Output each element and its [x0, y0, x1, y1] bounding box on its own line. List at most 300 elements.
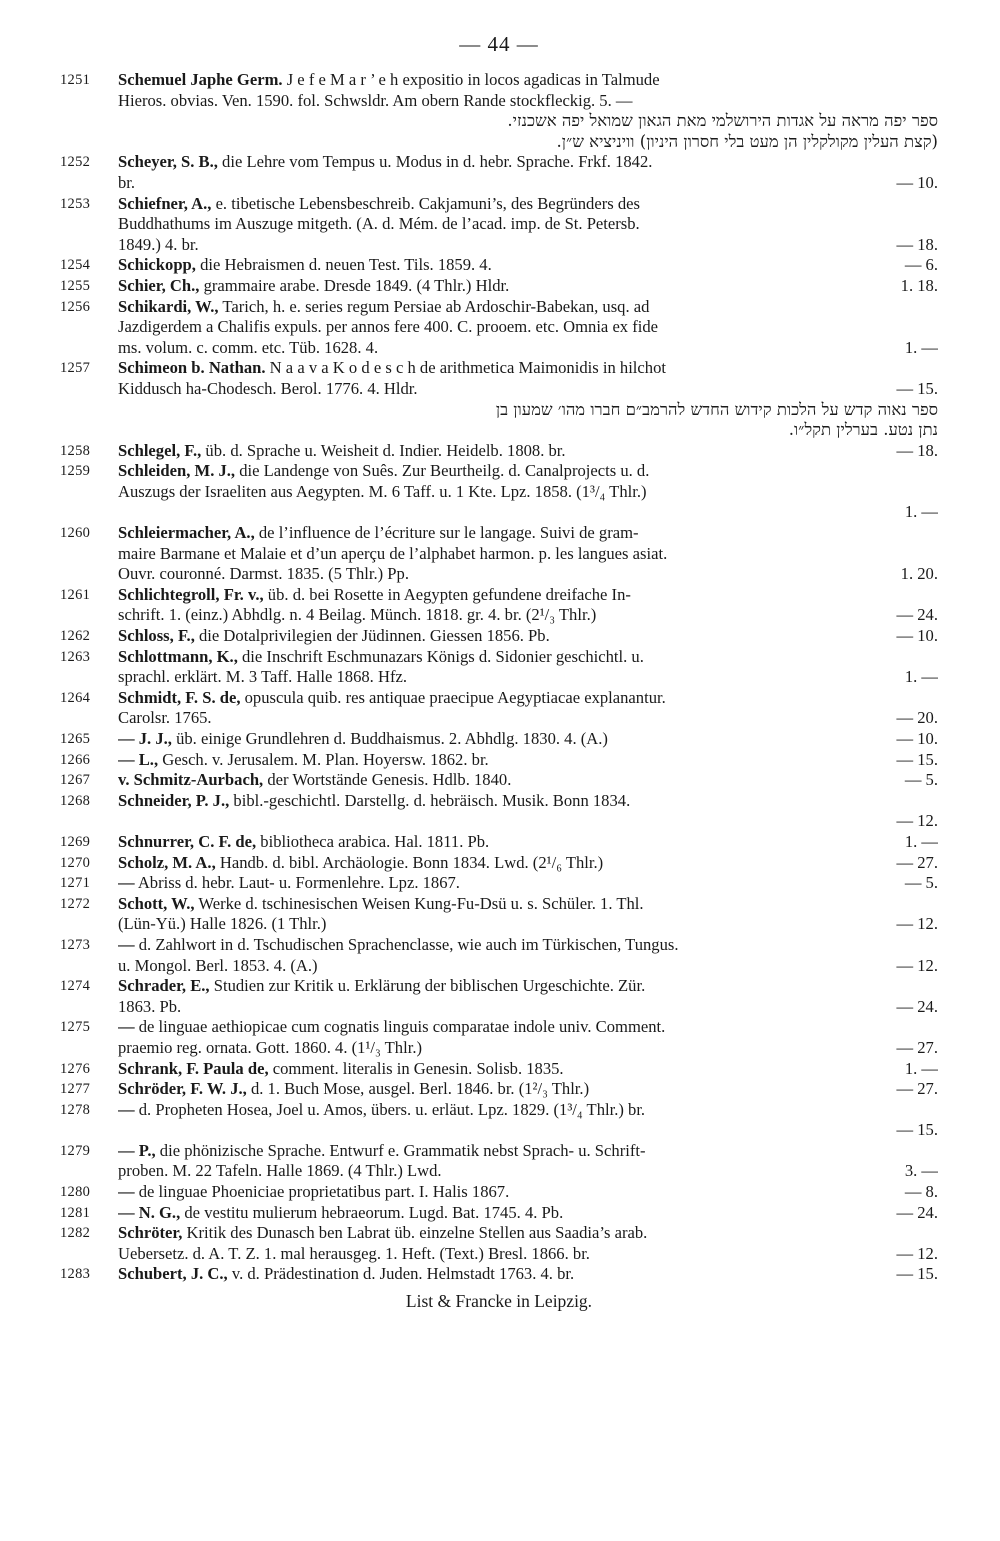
- author-name: Schrank, F. Paula de,: [118, 1058, 269, 1078]
- entry-body: [118, 70, 938, 152]
- title-text: Studien zur Kritik u. Erklärung der biblischen Urgeschichte. Zür.: [209, 976, 646, 996]
- entry-text: [118, 729, 608, 750]
- price-line: — 15.: [896, 1120, 938, 1140]
- entry-line: [118, 1244, 938, 1265]
- entry-number: 1262: [60, 628, 91, 645]
- entry-line: [118, 70, 938, 91]
- entry-body: [118, 358, 938, 440]
- entry-number: 1256: [60, 298, 91, 315]
- entry-line: [118, 1223, 938, 1244]
- entry-body: [118, 194, 938, 256]
- entry-text: [118, 379, 418, 400]
- title-text: 1863. Pb.: [118, 996, 182, 1016]
- entry-number: 1254: [60, 257, 91, 274]
- entry-line: [118, 358, 938, 379]
- price: — 12.: [896, 914, 938, 934]
- entry-text: [118, 1038, 422, 1059]
- title-text: bibl.-geschichtl. Darstellg. d. hebräisch. Musik. Bonn 1834.: [229, 790, 631, 810]
- title-text: die Dotalprivilegien der Jüdinnen. Giessen 1856. Pb.: [194, 626, 550, 646]
- title-text: schrift. 1. (einz.) Abhdlg. n. 4 Beilag. Münch. 1818. gr. 4. br. (2¹/₃ Thlr.): [118, 605, 597, 625]
- title-text: opuscula quib. res antiquae praecipue Aegyptiacae explanantur.: [240, 687, 666, 707]
- entry-body: [118, 276, 938, 297]
- entry-text: [118, 914, 326, 935]
- author-name: —: [118, 1182, 135, 1202]
- author-name: Schickopp,: [118, 255, 196, 275]
- entry-number: 1273: [60, 936, 91, 953]
- price: — 10.: [896, 172, 938, 192]
- entry-text: [118, 1161, 442, 1182]
- title-text: de linguae aethiopicae cum cognatis linguis comparatae indole univ. Comment.: [134, 1017, 666, 1037]
- entry-line: [118, 482, 938, 503]
- entry-body: [118, 894, 938, 935]
- title-text: Kiddusch ha-Chodesch. Berol. 1776. 4. Hldr.: [118, 378, 418, 398]
- entry-text: [118, 791, 630, 810]
- catalog-entry: [60, 461, 938, 523]
- catalog-entry: [60, 1203, 938, 1224]
- title-text: die Inschrift Eschmunazars Königs d. Sidonier geschichtl. u.: [237, 646, 644, 666]
- entry-text: [118, 1059, 564, 1080]
- entry-text: [118, 1079, 589, 1100]
- entry-text: [118, 1244, 590, 1265]
- entry-number: 1266: [60, 751, 91, 768]
- entry-line: [118, 1079, 938, 1100]
- entry-line: [118, 976, 938, 997]
- entry-number: 1278: [60, 1101, 91, 1118]
- entry-line: [118, 667, 938, 688]
- entry-line: [118, 91, 938, 112]
- price: — 6.: [904, 255, 938, 275]
- author-name: Schröder, F. W. J.,: [118, 1079, 247, 1099]
- entry-text: [118, 276, 509, 297]
- entry-number: 1269: [60, 833, 91, 850]
- title-text: d. Propheten Hosea, Joel u. Amos, übers. u. erläut. Lpz. 1829. (1³/₄ Thlr.) br.: [134, 1099, 646, 1119]
- entry-number: 1261: [60, 586, 91, 603]
- catalog-entry: [60, 976, 938, 1017]
- author-name: Scheyer, S. B.,: [118, 152, 218, 172]
- hebrew-title-line: (קצת העלין מקולקלין הן מעט בלי חסרון היניון) וויניציא ש״ן.: [556, 131, 938, 151]
- author-name: Schleiden, M. J.,: [118, 461, 236, 481]
- entry-number: 1259: [60, 463, 91, 480]
- author-name: Schneider, P. J.,: [118, 790, 230, 810]
- title-text: Buddhathums im Auszuge mitgeth. (A. d. Mém. de l’acad. imp. de St. Petersb.: [118, 214, 640, 234]
- entry-body: [118, 626, 938, 647]
- title-text: Tarich, h. e. series regum Persiae ab Ardoschir-Babekan, usq. ad: [218, 296, 650, 316]
- title-text: üb. einige Grundlehren d. Buddhaismus. 2. Abhdlg. 1830. 4. (A.): [171, 729, 608, 748]
- price: — 10.: [896, 626, 938, 646]
- entry-line: [118, 523, 938, 544]
- entry-number: 1265: [60, 731, 91, 747]
- author-name: — J. J.,: [118, 729, 172, 748]
- entry-text: [118, 1182, 509, 1203]
- title-text: de l’influence de l’écriture sur le langage. Suivi de gram-: [254, 523, 639, 543]
- entry-number: 1255: [60, 277, 91, 294]
- entry-text: [118, 214, 640, 233]
- title-text: d. 1. Buch Mose, ausgel. Berl. 1846. br. (1²/₃ Thlr.): [246, 1079, 590, 1099]
- catalog-entries: [60, 70, 938, 1285]
- title-text: sprachl. erklärt. M. 3 Taff. Halle 1868. Hfz.: [118, 667, 407, 687]
- entry-text: [118, 255, 492, 276]
- entry-line: [118, 894, 938, 915]
- entry-number: 1280: [60, 1184, 91, 1201]
- title-text: N a a v a K o d e s c h de arithmetica Maimonidis in hilchot: [265, 358, 666, 378]
- entry-body: [118, 255, 938, 276]
- entry-number: 1257: [60, 360, 91, 377]
- entry-number: 1252: [60, 154, 91, 171]
- entry-line: [118, 1264, 938, 1285]
- entry-body: [118, 152, 938, 193]
- entry-text: [118, 461, 649, 480]
- catalog-entry: [60, 585, 938, 626]
- price: — 20.: [896, 708, 938, 728]
- entry-body: [118, 976, 938, 1017]
- title-text: Hieros. obvias. Ven. 1590. fol. Schwsldr. Am obern Rande stockfleckig. 5. —: [118, 90, 633, 110]
- catalog-entry: [60, 1223, 938, 1264]
- entry-text: [118, 585, 631, 604]
- entry-line: [118, 853, 938, 874]
- author-name: —: [118, 934, 135, 954]
- entry-text: [118, 544, 667, 563]
- author-name: Schlichtegroll, Fr. v.,: [118, 584, 264, 604]
- author-name: —: [118, 873, 135, 893]
- hebrew-title-line: ספר נאוה קדש על הלכות קידוש החדש להרמב״ם חברו מהו׳ שמעון בן: [495, 399, 938, 419]
- entry-text: [118, 750, 489, 771]
- publisher-footer: List & Francke in Leipzig.: [405, 1291, 593, 1312]
- title-text: (Lün-Yü.) Halle 1826. (1 Thlr.): [118, 914, 327, 934]
- entry-text: [118, 935, 678, 954]
- price: — 24.: [896, 996, 938, 1016]
- price: — 5.: [904, 873, 938, 893]
- entry-line: [118, 1161, 938, 1182]
- catalog-entry: [60, 441, 938, 462]
- entry-text: [118, 152, 652, 171]
- entry-number: 1283: [60, 1266, 91, 1283]
- author-name: Schiefner, A.,: [118, 193, 212, 213]
- entry-body: [118, 729, 938, 750]
- entry-line: [118, 214, 938, 235]
- entry-line: [118, 832, 938, 853]
- entry-text: [118, 688, 666, 707]
- title-text: Carolsr. 1765.: [118, 708, 212, 728]
- entry-body: [118, 1079, 938, 1100]
- price: 1. —: [904, 1058, 938, 1078]
- catalog-entry: [60, 832, 938, 853]
- entry-body: [118, 832, 938, 853]
- entry-text: [118, 1203, 563, 1224]
- entry-text: [118, 297, 649, 316]
- price-line: 1. —: [904, 502, 938, 522]
- entry-line: [118, 1182, 938, 1203]
- title-text: der Wortstände Genesis. Hdlb. 1840.: [263, 770, 512, 790]
- entry-text: [118, 997, 181, 1018]
- title-text: de vestitu mulierum hebraeorum. Lugd. Bat. 1745. 4. Pb.: [180, 1202, 564, 1222]
- catalog-entry: [60, 194, 938, 256]
- entry-line: [118, 194, 938, 215]
- author-name: Schmidt, F. S. de,: [118, 687, 241, 707]
- entry-line: [118, 235, 938, 256]
- entry-number: 1276: [60, 1060, 91, 1077]
- entry-line: [118, 1141, 938, 1162]
- entry-text: [118, 194, 640, 213]
- price: — 24.: [896, 605, 938, 625]
- entry-body: [118, 770, 938, 791]
- catalog-entry: [60, 1059, 938, 1080]
- entry-body: [118, 647, 938, 688]
- entry-body: [118, 1264, 938, 1285]
- price: — 24.: [896, 1202, 938, 1222]
- price: 1. —: [904, 831, 938, 851]
- catalog-entry: [60, 770, 938, 791]
- catalog-entry: [60, 853, 938, 874]
- entry-line: [118, 750, 938, 771]
- title-text: bibliotheca arabica. Hal. 1811. Pb.: [256, 831, 490, 851]
- entry-line: [118, 255, 938, 276]
- price: — 27.: [896, 1037, 938, 1057]
- entry-number: 1263: [60, 648, 91, 665]
- entry-text: [118, 235, 199, 256]
- catalog-entry: [60, 70, 938, 152]
- catalog-entry: [60, 688, 938, 729]
- catalog-entry: [60, 1264, 938, 1285]
- catalog-entry: [60, 152, 938, 193]
- entry-text: [118, 976, 645, 995]
- entry-line: [118, 791, 938, 812]
- entry-body: [118, 585, 938, 626]
- entry-line: [118, 605, 938, 626]
- author-name: Schnurrer, C. F. de,: [118, 831, 257, 851]
- price: — 18.: [896, 234, 938, 254]
- catalog-entry: [60, 873, 938, 894]
- title-text: Auszugs der Israeliten aus Aegypten. M. 6 Taff. u. 1 Kte. Lpz. 1858. (1³/₄ Thlr.): [118, 481, 647, 501]
- entry-line: [118, 935, 938, 956]
- entry-text: [118, 91, 633, 110]
- entry-line: [118, 1203, 938, 1224]
- title-text: Kritik des Dunasch ben Labrat üb. einzelne Stellen aus Saadia’s arab.: [182, 1223, 648, 1243]
- title-text: Abriss d. hebr. Laut- u. Formenlehre. Lpz. 1867.: [134, 873, 460, 893]
- entry-body: [118, 1017, 938, 1058]
- catalog-entry: [60, 647, 938, 688]
- price: — 15.: [896, 1264, 938, 1284]
- title-text: J e f e M a r ’ e h expositio in locos agadicas in Talmude: [282, 70, 660, 89]
- entry-line: [118, 338, 938, 359]
- entry-body: [118, 688, 938, 729]
- title-text: die phönizische Sprache. Entwurf e. Grammatik nebst Sprach- u. Schrift-: [155, 1140, 646, 1160]
- entry-line: [118, 317, 938, 338]
- entry-line: [118, 544, 938, 565]
- entry-number: 1251: [60, 72, 91, 88]
- entry-number: 1272: [60, 895, 91, 912]
- entry-text: [118, 647, 644, 666]
- price: — 12.: [896, 1243, 938, 1263]
- entry-text: [118, 708, 212, 729]
- catalog-entry: [60, 255, 938, 276]
- title-text: comment. literalis in Genesin. Solisb. 1835.: [268, 1058, 564, 1078]
- author-name: Schlottmann, K.,: [118, 646, 238, 666]
- catalog-entry: [60, 297, 938, 359]
- author-name: Schleiermacher, A.,: [118, 523, 255, 543]
- entry-text: [118, 482, 647, 501]
- entry-body: [118, 935, 938, 976]
- title-text: üb. d. Sprache u. Weisheit d. Indier. Heidelb. 1808. br.: [201, 440, 566, 460]
- entry-line: [118, 729, 938, 750]
- catalog-entry: [60, 1100, 938, 1141]
- entry-text: [118, 873, 460, 894]
- entry-text: [118, 70, 660, 89]
- catalog-entry: [60, 276, 938, 297]
- title-text: Werke d. tschinesischen Weisen Kung-Fu-Dsü u. s. Schüler. 1. Thl.: [194, 893, 644, 913]
- title-text: die Landenge von Suês. Zur Beurtheilg. d. Canalprojects u. d.: [235, 461, 650, 481]
- entry-line: [118, 297, 938, 318]
- entry-number: 1282: [60, 1225, 91, 1242]
- catalog-entry: [60, 1141, 938, 1182]
- price: 1. 18.: [900, 275, 938, 295]
- title-text: v. d. Prädestination d. Juden. Helmstadt 1763. 4. br.: [227, 1264, 575, 1284]
- title-text: grammaire arabe. Dresde 1849. (4 Thlr.) Hldr.: [199, 275, 510, 295]
- entry-number: 1281: [60, 1204, 91, 1221]
- entry-line: [118, 997, 938, 1018]
- entry-line: [118, 276, 938, 297]
- author-name: Schemuel Japhe Germ.: [118, 70, 283, 89]
- entry-text: [118, 605, 596, 626]
- entry-number: 1258: [60, 442, 91, 459]
- entry-line: [118, 708, 938, 729]
- entry-number: 1267: [60, 772, 91, 789]
- entry-text: [118, 523, 639, 542]
- entry-number: 1279: [60, 1142, 91, 1159]
- catalog-entry: [60, 1182, 938, 1203]
- title-text: u. Mongol. Berl. 1853. 4. (A.): [118, 955, 318, 975]
- entry-line: [118, 688, 938, 709]
- entry-number: 1274: [60, 978, 91, 995]
- price: 1. —: [904, 667, 938, 687]
- entry-line: [118, 914, 938, 935]
- entry-number: 1268: [60, 792, 91, 809]
- price-line: — 12.: [896, 811, 938, 831]
- price: 1. —: [904, 337, 938, 357]
- title-text: ms. volum. c. comm. etc. Tüb. 1628. 4.: [118, 337, 379, 357]
- title-text: Gesch. v. Jerusalem. M. Plan. Hoyersw. 1862. br.: [158, 749, 489, 769]
- author-name: v. Schmitz-Aurbach,: [118, 770, 264, 790]
- price: — 15.: [896, 749, 938, 769]
- entry-text: [118, 1264, 574, 1285]
- hebrew-title-line: ספר יפה מראה על אגדות הירושלמי מאת הגאון שמואל יפה אשכנזי.: [507, 111, 938, 131]
- entry-line: [118, 585, 938, 606]
- entry-number: 1253: [60, 195, 91, 212]
- author-name: Schier, Ch.,: [118, 275, 200, 295]
- entry-body: [118, 297, 938, 359]
- entry-number: 1271: [60, 875, 91, 892]
- catalog-entry: [60, 1017, 938, 1058]
- title-text: Ouvr. couronné. Darmst. 1835. (5 Thlr.) Pp.: [118, 564, 409, 584]
- author-name: Schimeon b. Nathan.: [118, 358, 266, 378]
- price: — 5.: [904, 770, 938, 790]
- entry-body: [118, 523, 938, 585]
- entry-line: [118, 1038, 938, 1059]
- entry-body: [118, 1203, 938, 1224]
- entry-line: [118, 770, 938, 791]
- catalog-entry: [60, 1079, 938, 1100]
- entry-line: [118, 873, 938, 894]
- entry-line: [118, 441, 938, 462]
- price: 1. 20.: [900, 564, 938, 584]
- entry-line: [118, 647, 938, 668]
- entry-body: [118, 791, 938, 832]
- entry-line: [118, 1100, 938, 1121]
- title-text: Handb. d. bibl. Archäologie. Bonn 1834. Lwd. (2¹/₆ Thlr.): [215, 852, 604, 872]
- price: — 27.: [896, 852, 938, 872]
- author-name: Schubert, J. C.,: [118, 1264, 228, 1284]
- author-name: — P.,: [118, 1140, 156, 1160]
- entry-line: [118, 1017, 938, 1038]
- title-text: d. Zahlwort in d. Tschudischen Sprachenclasse, wie auch im Türkischen, Tungus.: [134, 934, 679, 954]
- entry-number: 1264: [60, 689, 91, 706]
- catalog-entry: [60, 791, 938, 832]
- entry-text: [118, 667, 407, 688]
- entry-text: [118, 1141, 646, 1160]
- entry-line: [118, 379, 938, 400]
- author-name: —: [118, 1017, 135, 1037]
- entry-number: 1260: [60, 525, 91, 542]
- title-text: br.: [118, 172, 136, 192]
- price: — 27.: [896, 1079, 938, 1099]
- entry-number: 1270: [60, 854, 91, 871]
- entry-body: [118, 1141, 938, 1182]
- title-text: die Hebraismen d. neuen Test. Tils. 1859. 4.: [195, 255, 492, 275]
- entry-number: 1275: [60, 1019, 91, 1036]
- catalog-entry: [60, 626, 938, 647]
- entry-text: [118, 338, 378, 359]
- entry-text: [118, 564, 409, 585]
- entry-text: [118, 626, 550, 647]
- entry-text: [118, 358, 666, 377]
- price: — 15.: [896, 378, 938, 398]
- catalog-entry: [60, 750, 938, 771]
- entry-body: [118, 853, 938, 874]
- author-name: Schikardi, W.,: [118, 296, 219, 316]
- title-text: e. tibetische Lebensbeschreib. Cakjamuni’s, des Begründers des: [211, 193, 640, 213]
- entry-line: [118, 152, 938, 173]
- title-text: Uebersetz. d. A. T. Z. 1. mal herausgeg. 1. Heft. (Text.) Bresl. 1866. br.: [118, 1243, 590, 1263]
- entry-text: [118, 832, 489, 853]
- entry-text: [118, 956, 318, 977]
- entry-number: 1277: [60, 1081, 91, 1098]
- entry-text: [118, 441, 566, 462]
- author-name: Schröter,: [118, 1223, 183, 1243]
- catalog-entry: [60, 894, 938, 935]
- entry-text: [118, 317, 658, 336]
- entry-text: [118, 1017, 665, 1036]
- title-text: proben. M. 22 Tafeln. Halle 1869. (4 Thlr.) Lwd.: [118, 1161, 442, 1181]
- author-name: —: [118, 1099, 135, 1119]
- entry-body: [118, 1100, 938, 1141]
- entry-text: [118, 1223, 647, 1242]
- author-name: Schlegel, F.,: [118, 440, 202, 460]
- catalog-entry: [60, 358, 938, 440]
- entry-line: [118, 564, 938, 585]
- catalog-entry: [60, 523, 938, 585]
- entry-body: [118, 441, 938, 462]
- author-name: — N. G.,: [118, 1202, 181, 1222]
- catalog-entry: [60, 935, 938, 976]
- entry-text: [118, 894, 644, 913]
- entry-text: [118, 770, 511, 791]
- title-text: maire Barmane et Malaie et d’un aperçu de l’alphabet harmon. p. les langues asiat.: [118, 543, 668, 563]
- author-name: Schloss, F.,: [118, 626, 195, 646]
- price: — 8.: [904, 1182, 938, 1202]
- title-text: Jazdigerdem a Chalifis expuls. per annos fere 400. C. prooem. etc. Omnia ex fide: [118, 317, 659, 337]
- entry-line: [118, 956, 938, 977]
- entry-line: [118, 1059, 938, 1080]
- page-number: — 44 —: [459, 32, 539, 56]
